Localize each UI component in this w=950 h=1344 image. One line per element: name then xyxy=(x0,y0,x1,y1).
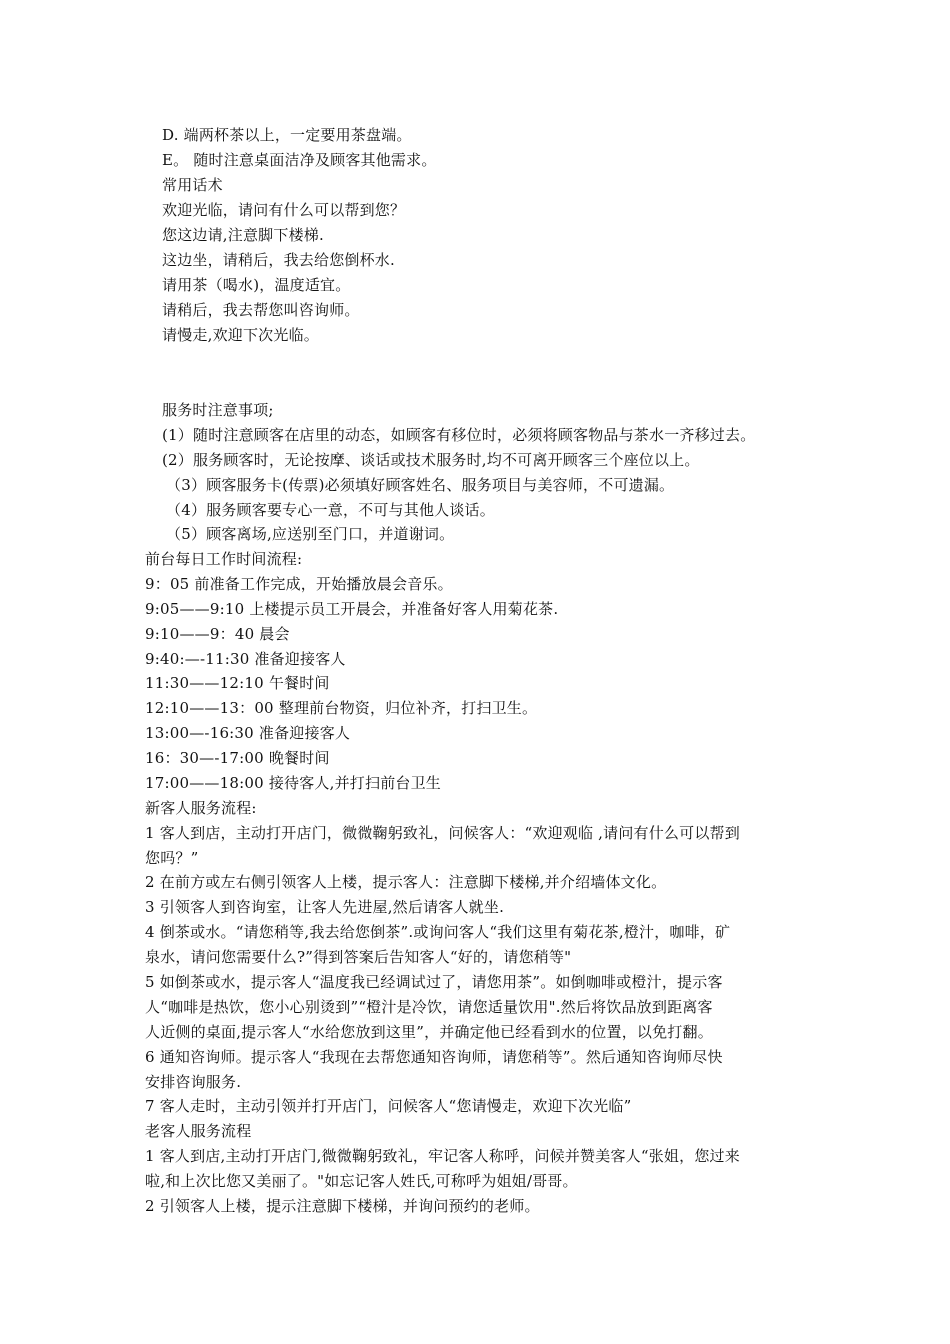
new-guest-title: 新客人服务流程: xyxy=(145,799,257,817)
phrase-line: 请稍后，我去帮您叫咨询师。 xyxy=(162,301,360,319)
new-guest-line: 4 倒茶或水。“请您稍等,我去给您倒茶”.或询问客人“我们这里有菊花茶,橙汁，咖啡，矿 xyxy=(145,923,731,941)
new-guest-line: 您吗？” xyxy=(145,849,199,867)
new-guest-line: 6 通知咨询师。提示客人“我现在去帮您通知咨询师，请您稍等”。然后通知咨询师尽快 xyxy=(145,1048,723,1066)
new-guest-line: 7 客人走时，主动引领并打开店门，问候客人“您请慢走，欢迎下次光临” xyxy=(145,1097,632,1115)
old-guest-title: 老客人服务流程 xyxy=(145,1122,252,1140)
phrases-title: 常用话术 xyxy=(162,176,223,194)
old-guest-line: 1 客人到店,主动打开店门,微微鞠躬致礼，牢记客人称呼，问候并赞美客人“张姐，您过来 xyxy=(145,1147,740,1165)
new-guest-line: 人近侧的桌面,提示客人“水给您放到这里”，并确定他已经看到水的位置，以免打翻。 xyxy=(145,1023,713,1041)
schedule-item: 9:05——9:10 上楼提示员工开晨会，并准备好客人用菊花茶. xyxy=(145,600,559,618)
schedule-item: 11:30——12:10 午餐时间 xyxy=(145,674,330,692)
schedule-item: 13:00—-16:30 准备迎接客人 xyxy=(145,724,351,742)
schedule-item: 9:10——9：40 晨会 xyxy=(145,625,290,643)
note-item: （5）顾客离场,应送别至门口，并道谢词。 xyxy=(166,525,455,543)
note-item: (2）服务顾客时，无论按摩、谈话或技术服务时,均不可离开顾客三个座位以上。 xyxy=(162,451,700,469)
schedule-item: 17:00——18:00 接待客人,并打扫前台卫生 xyxy=(145,774,441,792)
new-guest-line: 2 在前方或左右侧引领客人上楼，提示客人：注意脚下楼梯,并介绍墙体文化。 xyxy=(145,873,667,891)
schedule-title: 前台每日工作时间流程: xyxy=(145,550,303,568)
phrase-line: 请慢走,欢迎下次光临。 xyxy=(162,326,319,344)
new-guest-line: 3 引领客人到咨询室，让客人先进屋,然后请客人就坐. xyxy=(145,898,505,916)
schedule-item: 9：05 前准备工作完成，开始播放晨会音乐。 xyxy=(145,575,453,593)
new-guest-line: 人“咖啡是热饮，您小心别烫到”“橙汁是冷饮，请您适量饮用".然后将饮品放到距离客 xyxy=(145,998,713,1016)
note-item: （3）顾客服务卡(传票)必须填好顾客姓名、服务项目与美容师，不可遗漏。 xyxy=(166,476,675,494)
phrase-line: 请用茶（喝水)，温度适宜。 xyxy=(162,276,351,294)
phrase-line: 您这边请,注意脚下楼梯. xyxy=(162,226,324,244)
new-guest-line: 5 如倒茶或水，提示客人“温度我已经调试过了，请您用茶”。如倒咖啡或橙汁，提示客 xyxy=(145,973,723,991)
schedule-item: 9:40:—-11:30 准备迎接客人 xyxy=(145,650,346,668)
new-guest-line: 1 客人到店，主动打开店门，微微鞠躬致礼，问候客人：“欢迎观临 ,请问有什么可以帮到 xyxy=(145,824,740,842)
new-guest-line: 安排咨询服务. xyxy=(145,1073,242,1091)
schedule-item: 12:10——13：00 整理前台物资，归位补齐，打扫卫生。 xyxy=(145,699,538,717)
old-guest-line: 啦,和上次比您又美丽了。"如忘记客人姓氏,可称呼为姐姐/哥哥。 xyxy=(145,1172,578,1190)
phrase-line: 欢迎光临，请问有什么可以帮到您？ xyxy=(162,201,406,219)
old-guest-line: 2 引领客人上楼，提示注意脚下楼梯，并询问预约的老师。 xyxy=(145,1197,540,1215)
item-d: D. 端两杯茶以上，一定要用茶盘端。 xyxy=(162,126,412,144)
notes-title: 服务时注意事项; xyxy=(162,401,274,419)
new-guest-line: 泉水，请问您需要什么?”得到答案后告知客人“好的，请您稍等" xyxy=(145,948,572,966)
phrase-line: 这边坐，请稍后，我去给您倒杯水. xyxy=(162,251,395,269)
note-item: （4）服务顾客要专心一意，不可与其他人谈话。 xyxy=(166,501,495,519)
item-e: E。 随时注意桌面洁净及顾客其他需求。 xyxy=(162,151,437,169)
note-item: (1）随时注意顾客在店里的动态，如顾客有移位时，必须将顾客物品与茶水一齐移过去。 xyxy=(162,426,756,444)
schedule-item: 16：30—-17:00 晚餐时间 xyxy=(145,749,330,767)
